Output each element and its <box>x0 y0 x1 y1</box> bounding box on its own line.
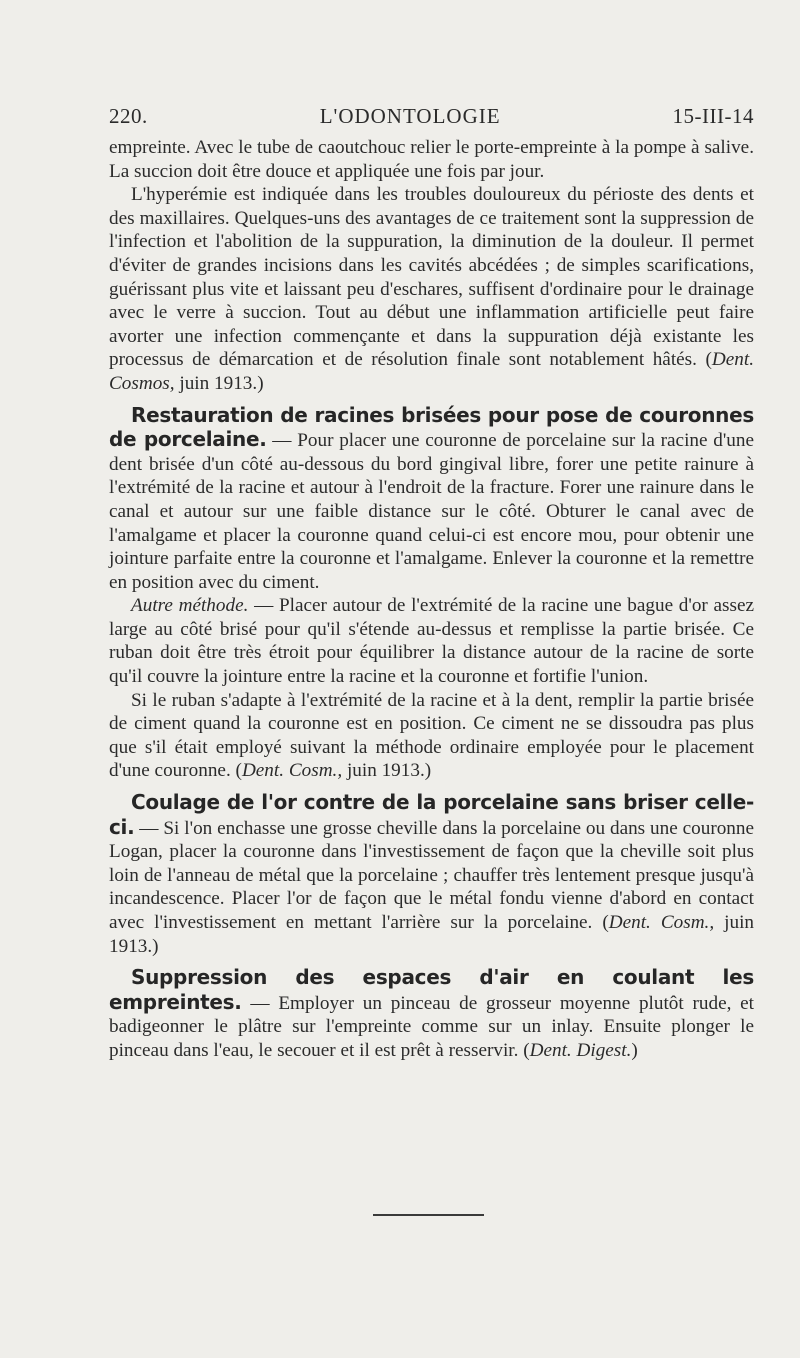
citation-open: ( <box>592 912 609 933</box>
paragraph-autre-methode <box>109 594 754 688</box>
section-paragraph <box>109 404 754 595</box>
end-rule-divider <box>373 1214 484 1216</box>
article-body <box>109 136 754 1063</box>
citation-date: juin 1913.) <box>174 372 264 394</box>
section-heading: Coulage de l'or contre de la porcelaine sans briser celle-ci. <box>109 790 754 839</box>
citation-open: ( <box>230 760 242 782</box>
page-number: 220. <box>109 104 148 128</box>
paragraph-text: Si l'on enchasse une grosse cheville dans la porcelaine ou dans une couronne Logan, placer la couronne dans l'investissement de façon que la cheville soit plus loin de l'anneau de métal que la porcelaine ; chauffer très lentement presque jusqu'à incandescence. Placer l'or de façon que le métal fondu vienne d'abord en contact avec l'investissement en mettant l'arrière sur la porcelaine. <box>109 817 755 933</box>
heading-dash: — <box>134 817 164 839</box>
issue-date: 15-III-14 <box>672 104 754 128</box>
journal-title: L'ODONTOLOGIE <box>319 104 501 128</box>
section-paragraph <box>109 791 754 958</box>
citation-source: Dent. Digest. <box>529 1039 632 1061</box>
citation-open: ( <box>518 1039 530 1061</box>
citation-open: ( <box>696 349 712 371</box>
citation-source: Dent. Cosm., <box>608 912 715 933</box>
section-restauration <box>109 404 754 784</box>
section-suppression <box>109 966 754 1062</box>
running-head <box>109 104 754 136</box>
heading-dash: — <box>266 430 298 452</box>
paragraph-text: L'hyperémie est indiquée dans les troubles douloureux du périoste des dents et des maxillaires. Quelques-uns des avantages de ce traitement sont la suppression de l'infection et l'abolition de la suppuration, la diminution de la douleur. Il permet d'éviter de grandes incisions dans les cavités abcédées ; de simples scarifications, guérissant plus vite et laissant peu d'eschares, suffisent d'ordinaire pour le drainage avec le verre à succion. Tout au début une inflammation artificielle peut faire avorter une infection commençante et dans la suppuration déjà existante les processus de démarcation et de résolution finale sont notablement hâtés. <box>109 184 754 371</box>
paragraph-continuation <box>109 136 754 183</box>
paragraph-text: Employer un pinceau de grosseur moyenne plutôt rude, et badigeonner le plâtre sur l'empreinte comme sur un inlay. Ensuite plonger le pinceau dans l'eau, le secouer et il est prêt à resservir. <box>109 992 755 1061</box>
section-heading: Restauration de racines brisées pour pose de couronnes de porcelaine. <box>109 402 754 452</box>
paragraph-text: — Placer autour de l'extrémité de la racine une bague d'or assez large au côté brisé pour qu'il s'étende au-dessus et remplisse la partie brisée. Ce ruban doit être très étroit pour équilibrer la distance autour de la racine de sorte qu'il couvre la jointure entre la racine et la couronne et fortifie l'union. <box>109 595 754 688</box>
paragraph-hyperemie <box>109 183 754 395</box>
paragraph-text: Si le ruban s'adapte à l'extrémité de la racine et à la dent, remplir la partie brisée de ciment quand la couronne est en position. Ce ciment ne se dissoudra pas plus que s'il était employé suivant la méthode ordinaire employée pour le placement d'une couronne. <box>109 689 754 782</box>
citation-date: ) <box>631 1039 638 1061</box>
section-coulage <box>109 791 754 958</box>
subheading-autre-methode: Autre méthode. <box>131 595 249 617</box>
citation-source: Dent. Cosmos, <box>109 349 755 394</box>
citation-source: Dent. Cosm., <box>241 760 343 782</box>
section-heading: Suppression des espaces d'air en coulant les empreintes. <box>109 965 754 1014</box>
paragraph-text: Pour placer une couronne de porcelaine sur la racine d'une dent brisée d'un côté au-dessous du bord gingival libre, forer une petite rainure à l'extrémité de la racine et autour à l'endroit de la fracture. Forer une rainure dans le canal et autour sur une faible distance sur le côté. Obturer le canal avec de l'amalgame et placer la couronne quand celui-ci est encore mou, pour obtenir une jointure parfaite entre la couronne et l'amalgame. Enlever la couronne et la remettre en position avec du ciment. <box>109 430 755 593</box>
paragraph-ruban <box>109 689 754 783</box>
citation-date: juin 1913.) <box>342 760 432 782</box>
paragraph-text: empreinte. Avec le tube de caoutchouc relier le porte-empreinte à la pompe à salive. La succion doit être douce et appliquée une fois par jour. <box>109 137 754 182</box>
citation-date: juin 1913.) <box>109 912 754 957</box>
section-paragraph <box>109 966 754 1062</box>
heading-dash: — <box>241 992 279 1014</box>
journal-page <box>109 104 754 1063</box>
